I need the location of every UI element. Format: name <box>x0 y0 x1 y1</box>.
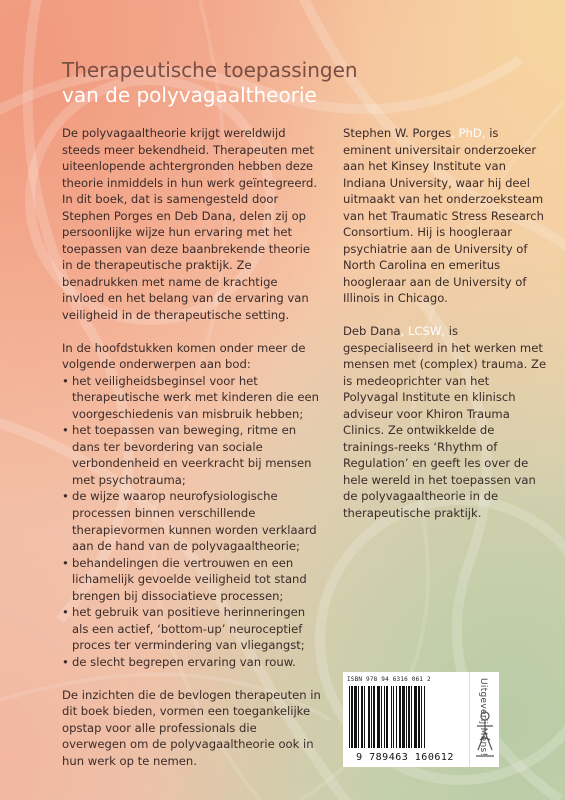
author-name: Deb Dana <box>343 324 401 339</box>
authors-column <box>343 125 548 522</box>
list-item: • het gebruik van positieve herinneringen als een actief, ‘bottom-up’ neuroceptief proces ter vermindering van vliegangst; <box>62 604 322 654</box>
cover-title <box>62 58 358 108</box>
publisher-logo-icon <box>472 710 498 762</box>
intro-paragraph: De polyvagaaltheorie krijgt wereldwijd steeds meer bekendheid. Therapeuten met uiteenlopende achtergronden hebben deze theorie inmiddels in hun werk geïntegreerd. In dit boek, dat is samengesteld door Stephen Porges en Deb Dana, delen zij op persoonlijke wijze hun ervaring met het toepassen van deze baanbrekende theorie in de therapeutische praktijk. Ze benadrukken met name de krachtige invloed en het belang van de ervaring van veiligheid in de therapeutische setting. <box>62 126 318 323</box>
barcode-icon <box>345 684 467 750</box>
author-name: Stephen W. Porges <box>343 126 452 140</box>
isbn-number: 9 789463 160612 <box>356 752 454 763</box>
author-bio-text: is eminent universitair onderzoeker aan het Kinsey Institute van Indiana University, waar hij deel uitmaakt van het onderzoeksteam van het Traumatic Stress Research Consortium. Hij is hoogleraar psychiatrie aan de University of North Carolina en emeritus hoogleraar aan de University of Illinois in Chicago. <box>343 126 545 306</box>
isbn-label: ISBN 978 94 6316 061 2 <box>347 676 431 683</box>
list-item: • behandelingen die vertrouwen en een lichamelijk gevoelde veiligheid tot stand brengen bij dissociatieve processen; <box>62 555 322 605</box>
author-credential: , LCSW, <box>400 324 446 339</box>
author-bio-dana <box>343 323 548 522</box>
title-line-1: Therapeutische toepassingen <box>62 58 358 82</box>
blurb-column <box>62 125 322 769</box>
barcode-panel <box>343 672 499 767</box>
author-credential: , PhD, <box>451 126 486 140</box>
closing-paragraph: De inzichten die de bevlogen therapeuten in dit boek bieden, vormen een toegankelijke opstap voor alle professionals die overwegen om de polyvagaaltheorie ook in hun werk op te nemen. <box>62 687 321 768</box>
topics-list <box>62 373 322 671</box>
author-bio-porges <box>343 125 548 307</box>
list-item: • de slecht begrepen ervaring van rouw. <box>62 654 322 671</box>
title-line-2: van de polyvagaaltheorie <box>62 83 317 107</box>
list-item: • het toepassen van beweging, ritme en dans ter bevordering van sociale verbondenheid en veerkracht bij mensen met psychotrauma; <box>62 422 322 488</box>
list-item: • de wijze waarop neurofysiologische processen binnen verschillende therapievormen kunnen worden verklaard aan de hand van de polyvagaaltheorie; <box>62 488 322 554</box>
publisher-name: Uitgeverij Mens! <box>478 678 488 757</box>
publisher-block <box>469 672 500 767</box>
list-item: • het veiligheidsbeginsel voor het therapeutische werk met kinderen die een voorgeschiedenis van misbruik hebben; <box>62 373 322 423</box>
author-bio-text: is gespecialiseerd in het werken met mensen met (complex) trauma. Ze is medeoprichter van het Polyvagal Institute en klinisch adviseur voor Khiron Trauma Clinics. Ze ontwikkelde de trainings-reeks ‘Rhythm of Regulation’ en geeft les over de hele wereld in het toepassen van de polyvagaaltheorie in de therapeutische praktijk. <box>343 324 547 521</box>
topics-intro: In de hoofdstukken komen onder meer de volgende onderwerpen aan bod: <box>62 340 306 372</box>
